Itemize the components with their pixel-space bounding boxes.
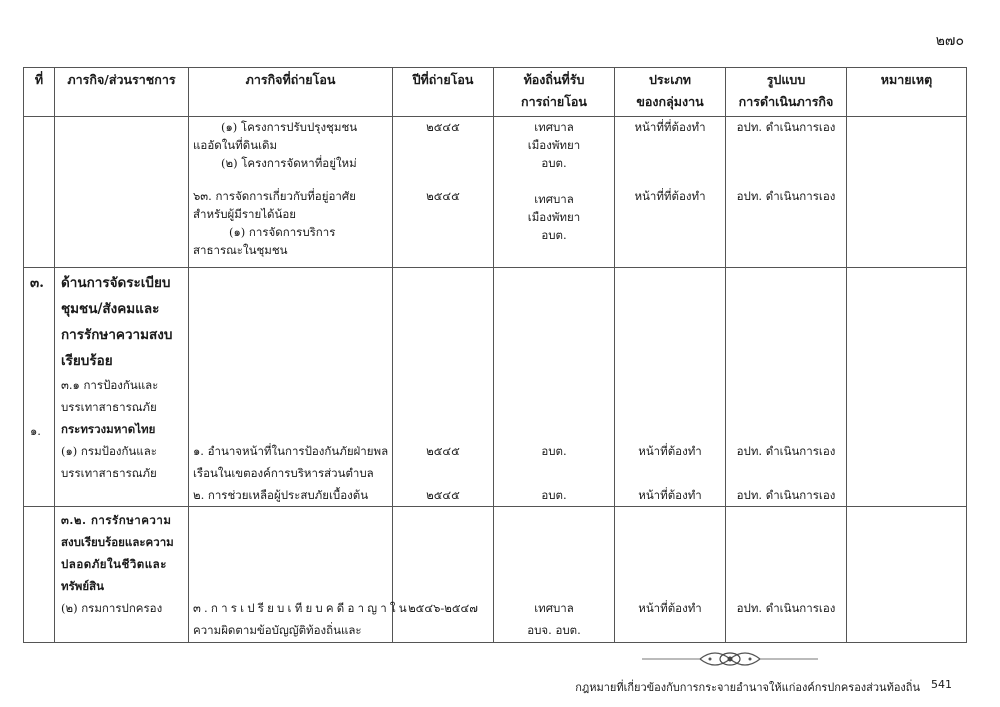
header-transferred-mission: ภารกิจที่ถ่ายโอน <box>189 68 393 117</box>
section-number: ๓. <box>30 275 44 291</box>
locality-text: อบต. <box>541 444 567 458</box>
mission-text: แออัดในที่ดินเดิม <box>193 138 278 152</box>
page-number: ๒๗๐ <box>935 33 964 49</box>
department-name: (๒) กรมการปกครอง <box>61 601 163 615</box>
cell-type <box>615 268 726 507</box>
header-remarks: หมายเหตุ <box>847 68 967 117</box>
locality-text: เทศบาล <box>534 120 574 134</box>
type-text: หน้าที่ต้องทำ <box>638 444 702 458</box>
table-row <box>24 268 967 507</box>
cell-transferred-mission <box>189 268 393 507</box>
mission-text: ๒. การช่วยเหลือผู้ประสบภัยเบื้องต้น <box>193 488 369 502</box>
year-value: ๒๕๔๕ <box>426 444 460 458</box>
cell-locality <box>494 268 615 507</box>
header-row <box>24 68 967 117</box>
mission-text: (๑) การจัดการบริการ <box>229 225 336 239</box>
mission-text: ๖๓. การจัดการเกี่ยวกับที่อยู่อาศัย <box>193 189 356 203</box>
cell-remarks <box>847 268 967 507</box>
year-value: ๒๕๔๕ <box>426 488 460 502</box>
locality-text: อบจ. อบต. <box>527 623 581 637</box>
locality-text: อบต. <box>541 488 567 502</box>
section-heading: การรักษาความสงบ <box>61 327 173 343</box>
section-heading: ปลอดภัยในชีวิตและ <box>61 557 167 571</box>
header-form: รูปแบบ การดำเนินภารกิจ <box>726 68 847 117</box>
cell-type <box>615 507 726 643</box>
cell-transferred-mission <box>189 117 393 268</box>
section-heading: ชุมชน/สังคมและ <box>61 301 160 317</box>
table-row <box>24 117 967 268</box>
locality-text: อบต. <box>541 228 567 242</box>
form-text: อปท. ดำเนินการเอง <box>736 444 836 458</box>
ministry-name: กระทรวงมหาดไทย <box>61 422 156 436</box>
cell-form <box>726 507 847 643</box>
header-no: ที่ <box>24 68 55 117</box>
type-text: หน้าที่ที่ต้องทำ <box>634 120 706 134</box>
cell-mission <box>55 507 189 643</box>
department-name: (๑) กรมป้องกันและ <box>61 444 157 458</box>
form-text: อปท. ดำเนินการเอง <box>736 120 836 134</box>
type-text: หน้าที่ต้องทำ <box>638 488 702 502</box>
year-value: ๒๕๔๖-๒๕๔๗ <box>408 601 478 615</box>
cell-year <box>393 507 494 643</box>
section-heading: ด้านการจัดระเบียบ <box>61 275 171 291</box>
cell-locality <box>494 507 615 643</box>
mission-text: สำหรับผู้มีรายได้น้อย <box>193 207 296 221</box>
section-heading: ๓.๒. การรักษาความ <box>61 513 172 527</box>
header-mission: ภารกิจ/ส่วนราชการ <box>55 68 189 117</box>
mission-text: ความผิดตามข้อบัญญัติท้องถิ่นและ <box>193 623 362 637</box>
mission-text: (๑) โครงการปรับปรุงชุมชน <box>221 120 358 134</box>
form-text: อปท. ดำเนินการเอง <box>736 488 836 502</box>
cell-remarks <box>847 507 967 643</box>
locality-text: เทศบาล <box>534 192 574 206</box>
footer-page-number: 541 <box>931 678 952 691</box>
footer-title: กฎหมายที่เกี่ยวข้องกับการกระจายอำนาจให้แก่องค์กรปกครองส่วนท้องถิ่น <box>575 681 920 694</box>
cell-no <box>24 268 55 507</box>
subsection-text: ๓.๑ การป้องกันและ <box>61 378 159 392</box>
decorative-divider-icon <box>640 645 820 673</box>
cell-no <box>24 507 55 643</box>
department-name: บรรเทาสาธารณภัย <box>61 466 157 480</box>
cell-type <box>615 117 726 268</box>
cell-no <box>24 117 55 268</box>
cell-year <box>393 117 494 268</box>
table-row <box>24 507 967 643</box>
year-value: ๒๕๔๕ <box>426 120 460 134</box>
locality-text: เมืองพัทยา <box>527 210 581 224</box>
header-type: ประเภท ของกลุ่มงาน <box>615 68 726 117</box>
locality-text: เมืองพัทยา <box>527 138 581 152</box>
locality-text: เทศบาล <box>534 601 574 615</box>
type-text: หน้าที่ต้องทำ <box>638 601 702 615</box>
form-text: อปท. ดำเนินการเอง <box>736 601 836 615</box>
year-value: ๒๕๔๕ <box>426 189 460 203</box>
cell-mission <box>55 268 189 507</box>
header-year: ปีที่ถ่ายโอน <box>393 68 494 117</box>
section-heading: เรียบร้อย <box>61 353 113 369</box>
mission-text: สาธารณะในชุมชน <box>193 243 288 257</box>
item-number: ๑. <box>30 424 41 438</box>
mission-text: (๒) โครงการจัดหาที่อยู่ใหม่ <box>221 156 357 170</box>
transfer-table <box>23 67 967 643</box>
cell-form <box>726 117 847 268</box>
cell-form <box>726 268 847 507</box>
subsection-text: บรรเทาสาธารณภัย <box>61 400 157 414</box>
cell-year <box>393 268 494 507</box>
type-text: หน้าที่ที่ต้องทำ <box>634 189 706 203</box>
cell-remarks <box>847 117 967 268</box>
cell-locality <box>494 117 615 268</box>
header-locality: ท้องถิ่นที่รับ การถ่ายโอน <box>494 68 615 117</box>
mission-text: ๑. อำนาจหน้าที่ในการป้องกันภัยฝ่ายพล <box>193 444 389 458</box>
cell-transferred-mission <box>189 507 410 643</box>
form-text: อปท. ดำเนินการเอง <box>736 189 836 203</box>
locality-text: อบต. <box>541 156 567 170</box>
mission-text: เรือนในเขตองค์การบริหารส่วนตำบล <box>193 466 374 480</box>
cell-mission <box>55 117 189 268</box>
section-heading: สงบเรียบร้อยและความ <box>61 535 174 549</box>
mission-text: ๓.การเปรียบเทียบคดีอาญาใน <box>193 601 410 615</box>
section-heading: ทรัพย์สิน <box>61 579 104 593</box>
